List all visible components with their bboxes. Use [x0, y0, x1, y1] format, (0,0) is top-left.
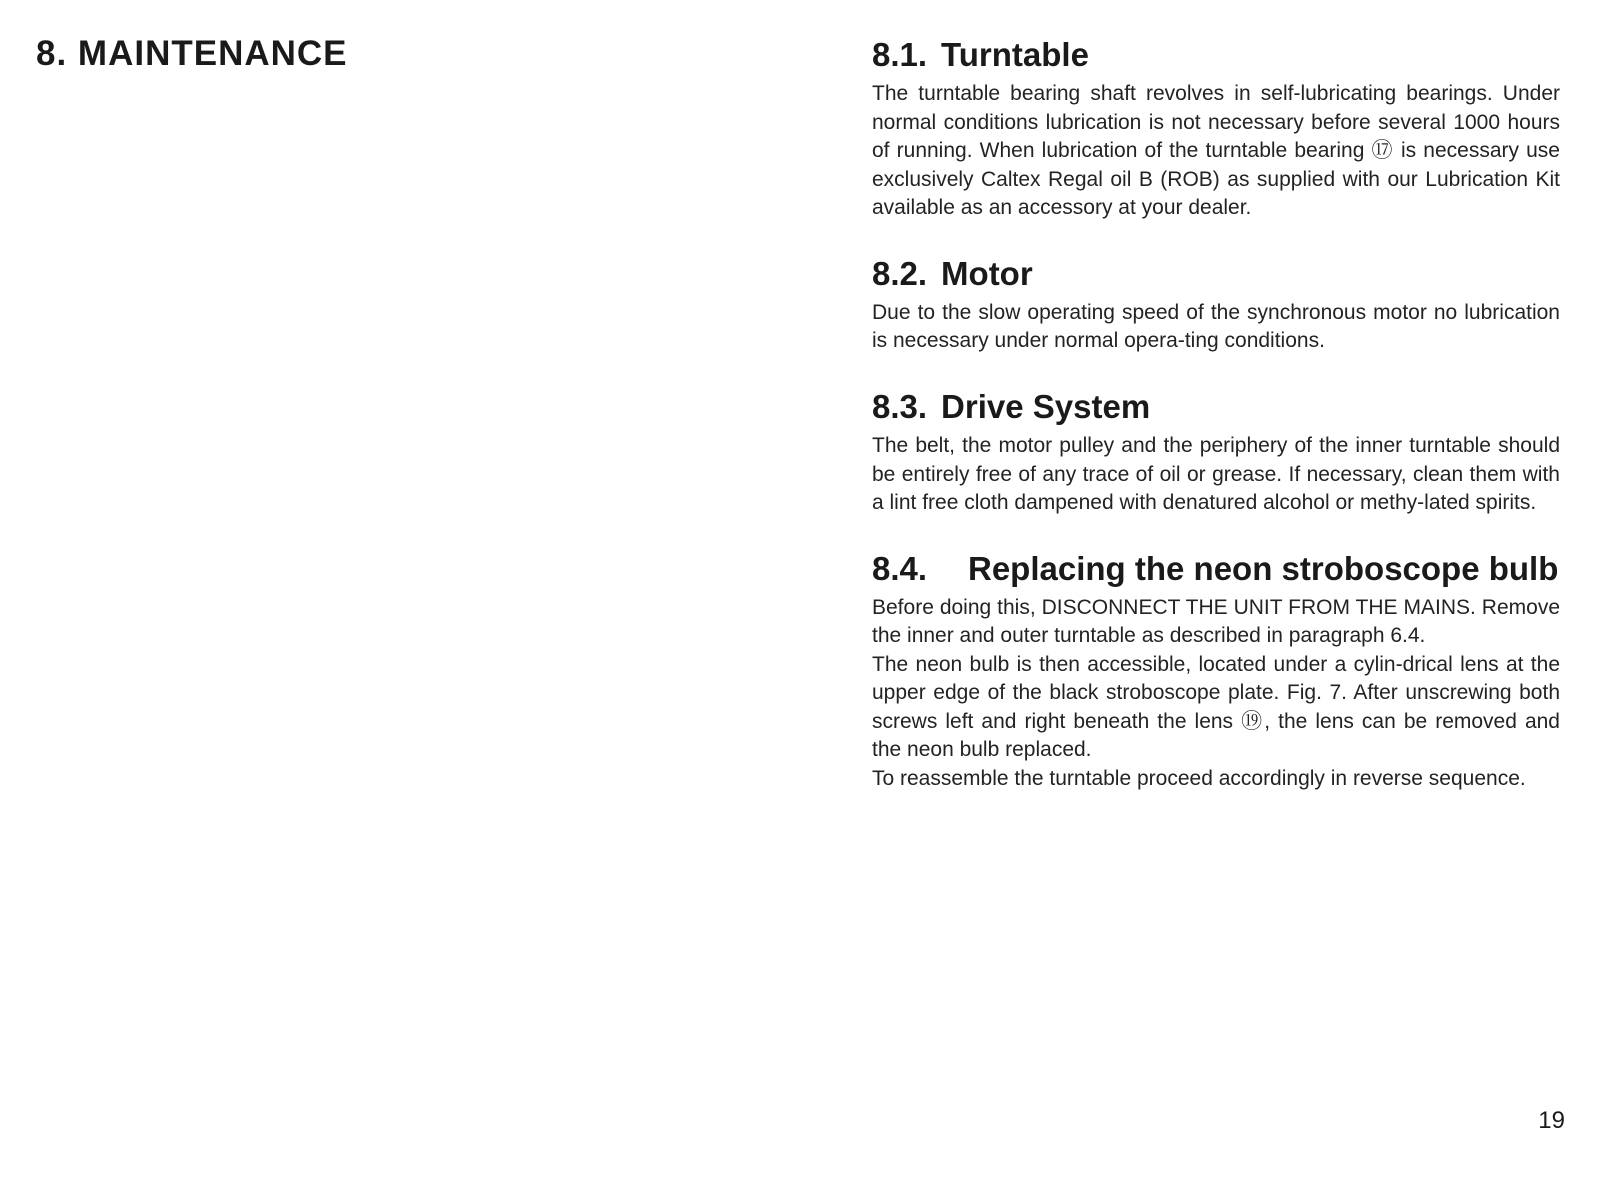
section-heading: [872, 548, 1560, 590]
section-paragraph: The belt, the motor pulley and the periphery of the inner turntable should be entirely free of any trace of oil or grease. If necessary, clean them with a lint free cloth dampened with denatured alcohol or methy-lated spirits.: [872, 434, 1560, 515]
section-drive-system: [872, 386, 1560, 518]
section-paragraph: The neon bulb is then accessible, located under a cylin-drical lens at the upper edge of the black stroboscope plate. Fig. 7. After unscrewing both screws left and right beneath the lens ⑲, the lens can be removed and the neon bulb replaced.: [872, 652, 1560, 762]
section-number: 8.2.: [872, 254, 928, 292]
section-neon-bulb: [872, 548, 1560, 794]
page-number: 19: [1538, 1107, 1565, 1134]
section-number: 8.1.: [872, 36, 928, 73]
section-title: Motor: [941, 254, 1033, 292]
section-number: 8.3.: [872, 387, 928, 425]
section-paragraph: Due to the slow operating speed of the synchronous motor no lubrication is necessary under normal opera-ting conditions.: [872, 300, 1560, 353]
maintenance-sections: [872, 34, 1560, 823]
section-motor: [872, 253, 1560, 356]
section-title: Replacing the neon stroboscope bulb: [968, 549, 1559, 587]
section-paragraph: The turntable bearing shaft revolves in self-lubricating bearings. Under normal conditions lubrication is not necessary before several 1000 hours of running. When lubrication of the turntable bearing ⑰ is necessary use exclusively Caltex Regal oil B (ROB) as supplied with our Lubrication Kit available as an accessory at your dealer.: [872, 82, 1560, 220]
section-paragraph: To reassemble the turntable proceed accordingly in reverse sequence.: [872, 766, 1526, 790]
section-heading: [872, 253, 1560, 295]
section-title: Drive System: [941, 387, 1151, 425]
section-paragraph: Before doing this, DISCONNECT THE UNIT FROM THE MAINS. Remove the inner and outer turntable as described in paragraph 6.4.: [872, 595, 1560, 648]
section-heading: [872, 34, 1560, 76]
chapter-title: 8. MAINTENANCE: [36, 34, 348, 73]
section-heading: [872, 386, 1560, 428]
section-title: Turntable: [941, 36, 1089, 73]
section-turntable: [872, 34, 1560, 223]
section-number: 8.4.: [872, 549, 928, 587]
